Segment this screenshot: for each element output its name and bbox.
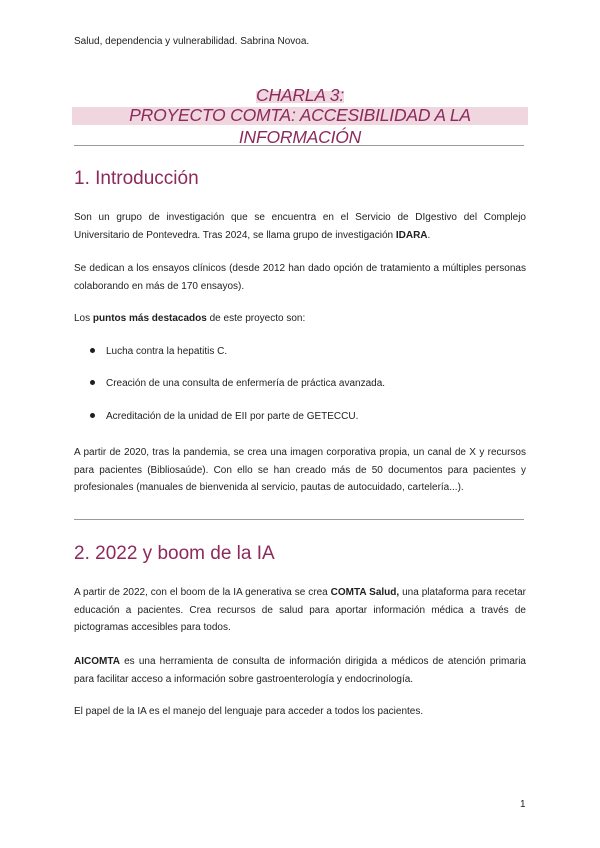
bullet-icon xyxy=(90,380,95,385)
bullet-icon xyxy=(90,348,95,353)
section-1-paragraph-4: A partir de 2020, tras la pandemia, se crea una imagen corporativa propia, un canal de X y recursos para pacientes (Bibliosaúde). Con ello se han creado más de 50 documentos para pacientes y profesionales (manuales de bienvenida al servicio, pautas de autocuidado, cartelería...). xyxy=(74,447,526,493)
list-item: Creación de una consulta de enfermería de práctica avanzada. xyxy=(90,377,385,391)
title-line-2-text: PROYECTO COMTA: ACCESIBILIDAD A LA INFORMACIÓN xyxy=(129,105,471,147)
horizontal-rule xyxy=(74,519,524,520)
section-2-paragraph-3: El papel de la IA es el manejo del lenguaje para acceder a todos los pacientes. xyxy=(74,706,424,717)
section-1-paragraph-1: Son un grupo de investigación que se encuentra en el Servicio de DIgestivo del Complejo Universitario de Pontevedra. Tras 2024, se llama grupo de investigación IDARA. xyxy=(74,212,526,241)
running-header: Salud, dependencia y vulnerabilidad. Sabrina Novoa. xyxy=(74,36,310,47)
document-title xyxy=(74,84,526,148)
title-line-1 xyxy=(256,84,344,106)
section-1-paragraph-3: Los puntos más destacados de este proyecto son: xyxy=(74,313,306,324)
list-item: Acreditación de la unidad de EII por parte de GETECCU. xyxy=(90,410,358,424)
title-line-2 xyxy=(74,104,526,148)
title-line-1-text: CHARLA 3: xyxy=(256,85,344,105)
bullet-icon xyxy=(90,413,95,418)
section-1-heading: 1. Introducción xyxy=(74,168,199,189)
section-2-heading: 2. 2022 y boom de la IA xyxy=(74,543,275,564)
section-2-paragraph-1: A partir de 2022, con el boom de la IA generativa se crea COMTA Salud, una plataforma para recetar educación a pacientes. Crea recursos de salud para aportar información médica a través de pictogramas accesibles para todos. xyxy=(74,587,526,633)
list-item: Lucha contra la hepatitis C. xyxy=(90,345,227,359)
section-2-paragraph-2: AICOMTA es una herramienta de consulta de información dirigida a médicos de atención primaria para facilitar acceso a información sobre gastroenterología y endocrinología. xyxy=(74,656,526,685)
section-1-paragraph-2: Se dedican a los ensayos clínicos (desde 2012 han dado opción de tratamiento a múltiples personas colaborando en más de 170 ensayos). xyxy=(74,263,526,292)
page-number: 1 xyxy=(520,799,526,810)
